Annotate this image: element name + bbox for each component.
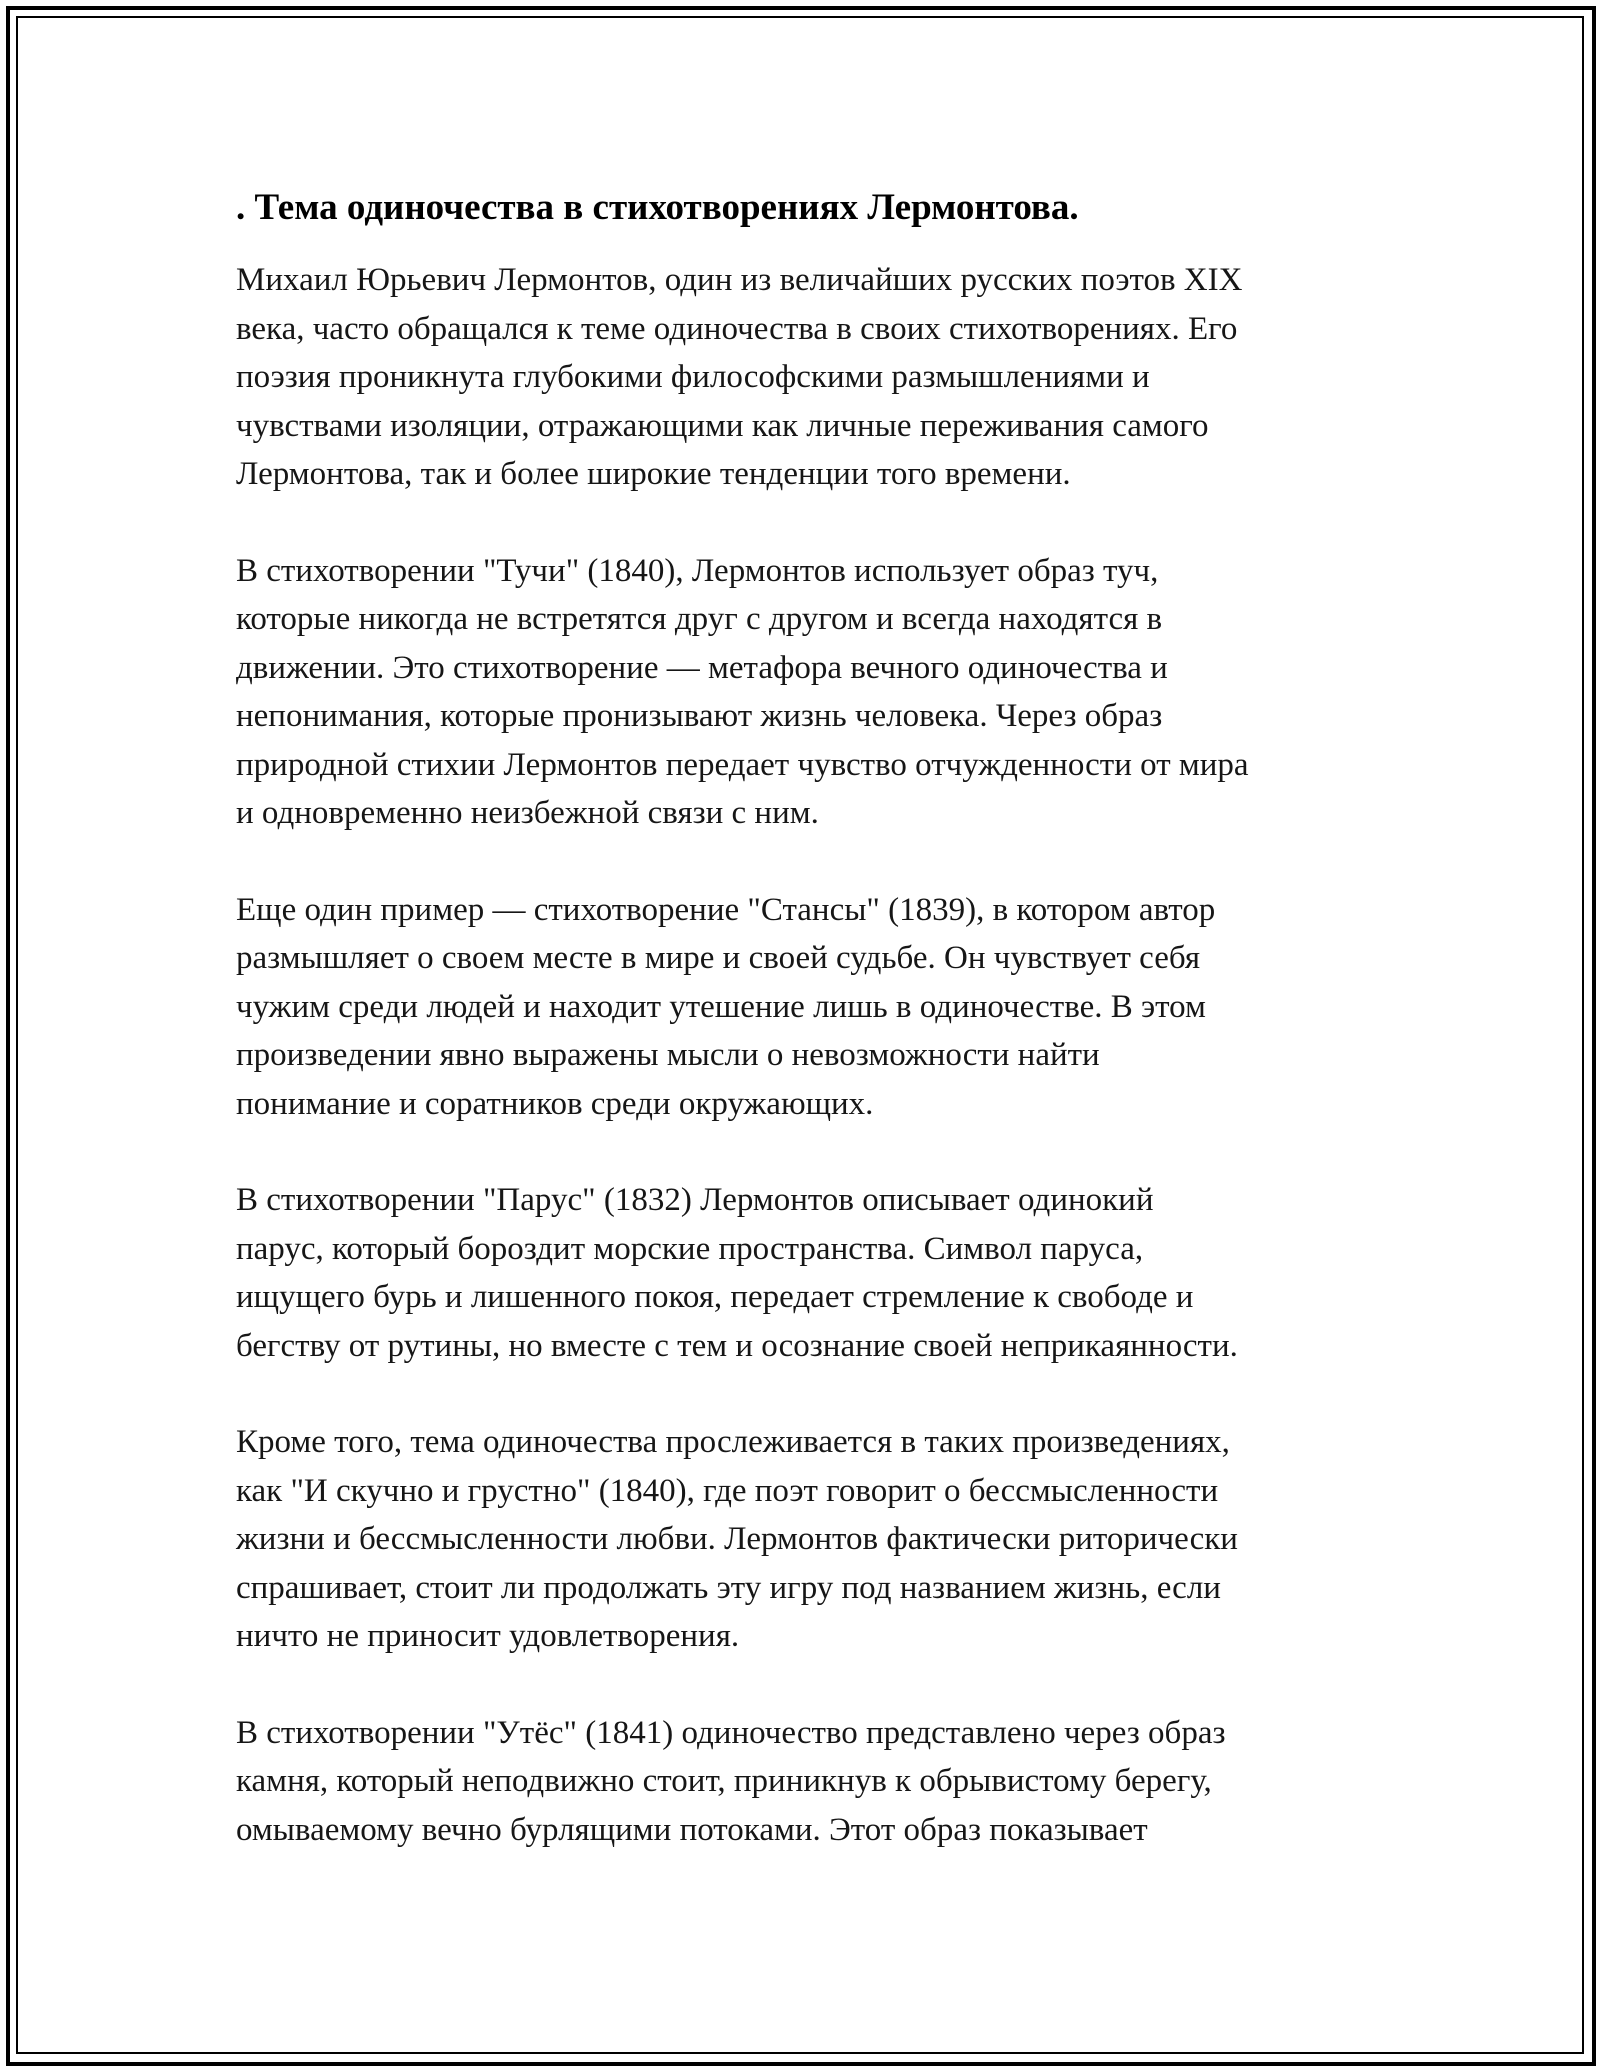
text-line: века, часто обращался к теме одиночества в своих стихотворениях. Его — [236, 310, 1238, 347]
text-line: размышляет о своем месте в мире и своей судьбе. Он чувствует себя — [236, 940, 1200, 976]
paragraph-i-skuchno — [236, 1418, 1396, 1661]
document-page — [236, 186, 1396, 1902]
paragraph-stansy — [236, 886, 1396, 1129]
text-line: В стихотворении "Утёс" (1841) одиночество представлено через образ — [236, 1714, 1226, 1751]
document-title: . Тема одиночества в стихотворениях Лермонтова. — [236, 187, 1079, 228]
text-line: Лермонтова, так и более широкие тенденции того времени. — [236, 456, 1071, 492]
text-line: ищущего бурь и лишенного покоя, передает стремление к свободе и — [236, 1279, 1194, 1315]
text-line: спрашивает, стоит ли продолжать эту игру под названием жизнь, если — [236, 1569, 1221, 1606]
paragraph-intro — [236, 256, 1396, 499]
text-line: понимание и соратников среди окружающих. — [236, 1085, 874, 1122]
text-line: ничто не приносит удовлетворения. — [236, 1618, 740, 1654]
paragraph-utes — [236, 1709, 1396, 1855]
text-line: произведении явно выражены мысли о невозможности найти — [236, 1037, 1100, 1073]
text-line: Михаил Юрьевич Лермонтов, один из величайших русских поэтов XIX — [236, 262, 1243, 298]
text-line: Кроме того, тема одиночества прослеживается в таких произведениях, — [236, 1424, 1230, 1460]
text-line: камня, который неподвижно стоит, приникнув к обрывистому берегу, — [236, 1763, 1212, 1799]
text-line: жизни и бессмысленности любви. Лермонтов фактически риторически — [236, 1521, 1238, 1557]
text-line: как "И скучно и грустно" (1840), где поэт говорит о бессмысленности — [236, 1472, 1219, 1509]
text-line: и одновременно неизбежной связи с ним. — [236, 795, 819, 831]
text-line: непонимания, которые пронизывают жизнь человека. Через образ — [236, 698, 1163, 734]
text-line: природной стихии Лермонтов передает чувство отчужденности от мира — [236, 746, 1249, 783]
paragraph-tuchi — [236, 547, 1396, 838]
text-line: парус, который бороздит морские пространства. Символ паруса, — [236, 1230, 1144, 1267]
text-line: чужим среди людей и находит утешение лишь в одиночестве. В этом — [236, 988, 1206, 1025]
text-line: омываемому вечно бурлящими потоками. Этот образ показывает — [236, 1811, 1148, 1848]
text-line: Еще один пример — стихотворение "Стансы" (1839), в котором автор — [236, 891, 1216, 928]
text-line: поэзия проникнута глубокими философскими размышлениями и — [236, 359, 1150, 395]
text-line: чувствами изоляции, отражающими как личные переживания самого — [236, 407, 1209, 444]
text-line: В стихотворении "Тучи" (1840), Лермонтов использует образ туч, — [236, 552, 1159, 589]
text-line: движении. Это стихотворение — метафора вечного одиночества и — [236, 649, 1168, 686]
text-line: бегству от рутины, но вместе с тем и осознание своей неприкаянности. — [236, 1327, 1238, 1364]
text-line: В стихотворении "Парус" (1832) Лермонтов описывает одинокий — [236, 1182, 1154, 1218]
text-line: которые никогда не встретятся друг с другом и всегда находятся в — [236, 601, 1163, 637]
paragraph-parus — [236, 1176, 1396, 1370]
